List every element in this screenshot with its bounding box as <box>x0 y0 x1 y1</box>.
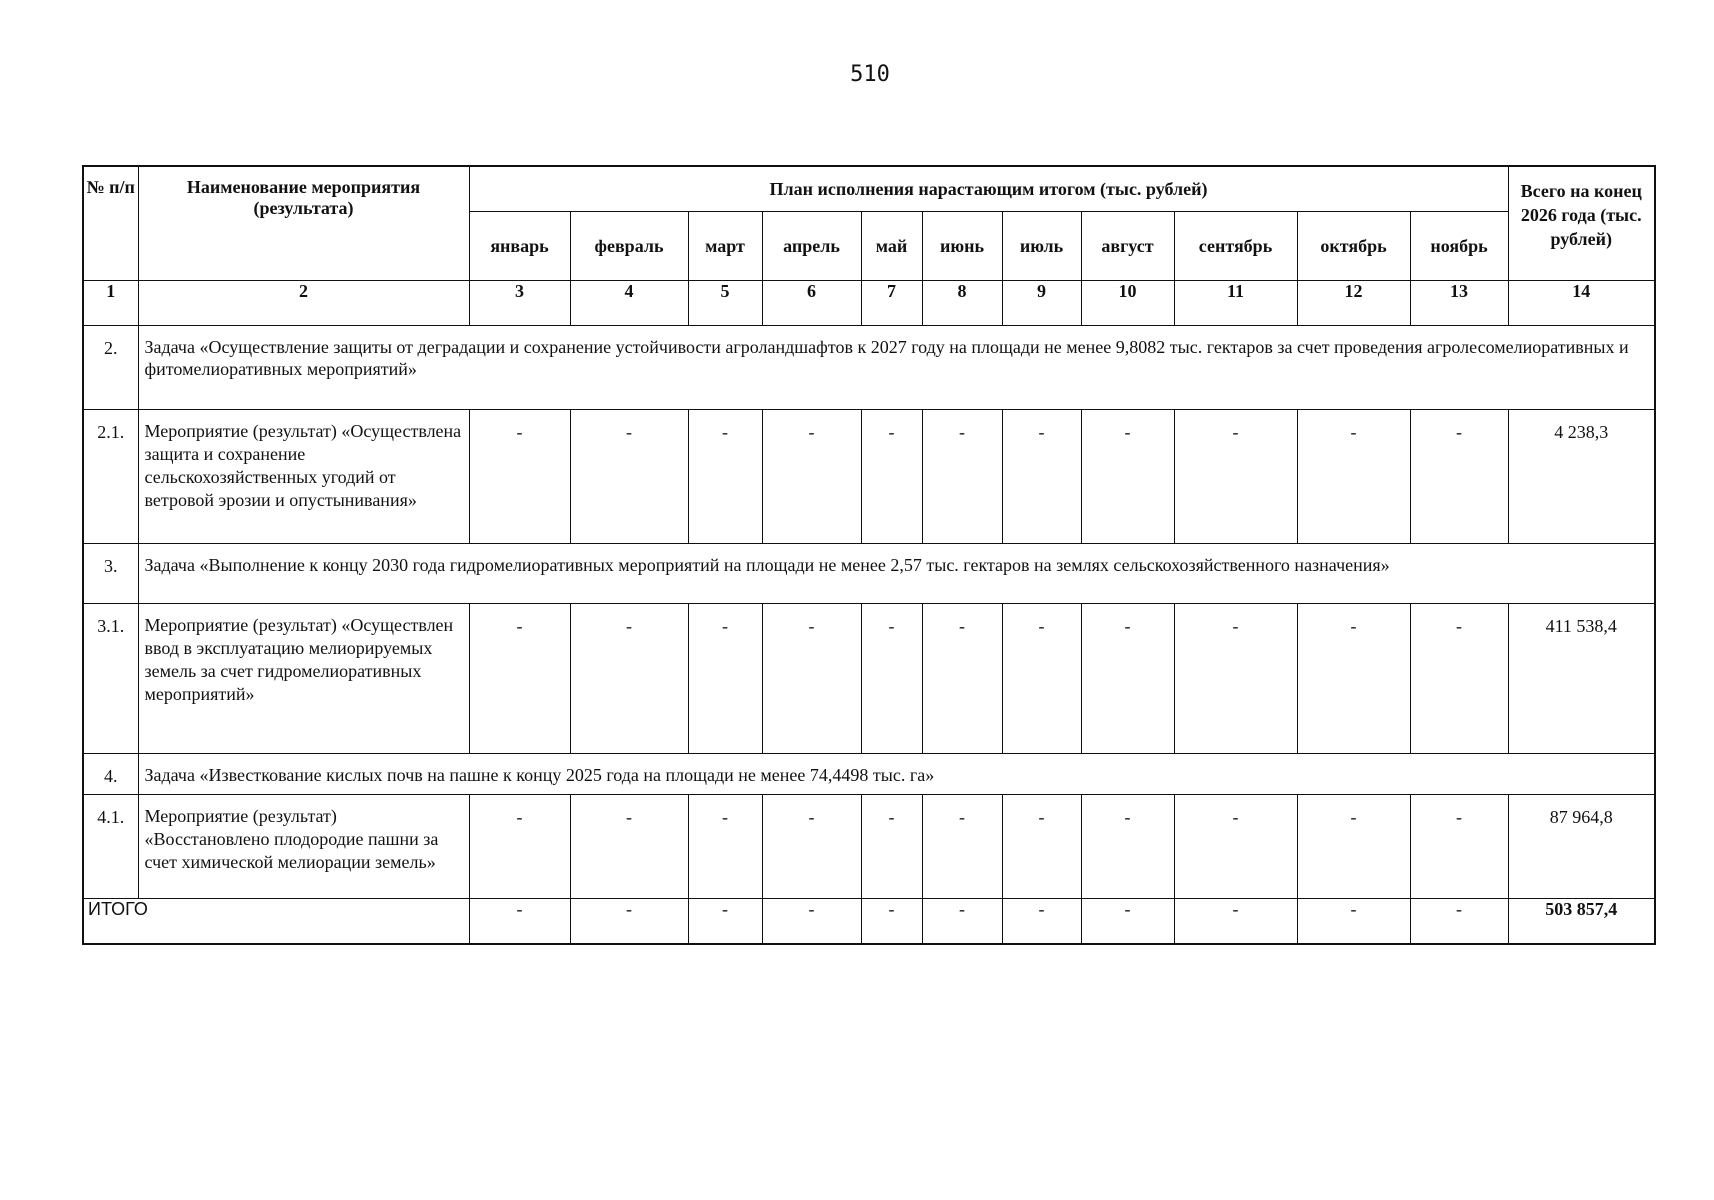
itogo-month-value: - <box>1002 899 1081 945</box>
page-number: 510 <box>850 62 890 87</box>
plan-header: План исполнения нарастающим итогом (тыс. рублей) <box>469 166 1508 212</box>
month-value: - <box>1002 795 1081 899</box>
row-number: 4. <box>83 754 138 795</box>
month-value: - <box>1081 604 1174 754</box>
row-total: 4 238,3 <box>1508 410 1655 544</box>
column-number-12: 12 <box>1297 281 1410 326</box>
itogo-month-value: - <box>570 899 688 945</box>
month-value: - <box>570 795 688 899</box>
itogo-month-value: - <box>688 899 762 945</box>
column-number-10: 10 <box>1081 281 1174 326</box>
activity-text: Мероприятие (результат) «Осуществлен ввод в эксплуатацию мелиорируемых земель за счет гидромелиоративных мероприятий» <box>138 604 469 754</box>
itogo-month-value: - <box>762 899 861 945</box>
month-value: - <box>1002 604 1081 754</box>
column-number-row <box>83 281 1655 326</box>
itogo-total: 503 857,4 <box>1508 899 1655 945</box>
month-value: - <box>922 604 1002 754</box>
month-value: - <box>1002 410 1081 544</box>
activity-text: Мероприятие (результат) «Восстановлено плодородие пашни за счет химической мелиорации земель» <box>138 795 469 899</box>
month-value: - <box>1174 604 1297 754</box>
itogo-month-value: - <box>1081 899 1174 945</box>
itogo-month-value: - <box>1410 899 1508 945</box>
activity-row <box>83 795 1655 899</box>
month-value: - <box>922 410 1002 544</box>
column-number-8: 8 <box>922 281 1002 326</box>
column-number-6: 6 <box>762 281 861 326</box>
row-number: 2. <box>83 326 138 410</box>
month-value: - <box>1297 795 1410 899</box>
month-value: - <box>1410 795 1508 899</box>
month-value: - <box>1410 410 1508 544</box>
total-header: Всего на конец 2026 года (тыс. рублей) <box>1508 166 1655 281</box>
month-value: - <box>1174 795 1297 899</box>
month-header-1: январь <box>469 212 570 281</box>
month-value: - <box>688 410 762 544</box>
month-header-6: июнь <box>922 212 1002 281</box>
month-value: - <box>1297 410 1410 544</box>
itogo-month-value: - <box>469 899 570 945</box>
name-header: Наименование мероприятия (результата) <box>138 166 469 281</box>
column-number-14: 14 <box>1508 281 1655 326</box>
itogo-row <box>83 899 1655 945</box>
column-number-13: 13 <box>1410 281 1508 326</box>
itogo-month-value: - <box>1174 899 1297 945</box>
task-row <box>83 544 1655 604</box>
month-header-8: август <box>1081 212 1174 281</box>
itogo-month-value: - <box>922 899 1002 945</box>
plan-table <box>82 165 1656 945</box>
month-header-9: сентябрь <box>1174 212 1297 281</box>
row-total: 411 538,4 <box>1508 604 1655 754</box>
column-number-2: 2 <box>138 281 469 326</box>
month-value: - <box>861 410 922 544</box>
itogo-label: ИТОГО <box>83 899 469 945</box>
month-header-4: апрель <box>762 212 861 281</box>
month-header-11: ноябрь <box>1410 212 1508 281</box>
month-value: - <box>1410 604 1508 754</box>
month-value: - <box>1081 795 1174 899</box>
month-value: - <box>570 410 688 544</box>
column-number-9: 9 <box>1002 281 1081 326</box>
column-number-7: 7 <box>861 281 922 326</box>
month-value: - <box>688 795 762 899</box>
month-value: - <box>922 795 1002 899</box>
row-number: 3.1. <box>83 604 138 754</box>
column-number-11: 11 <box>1174 281 1297 326</box>
month-value: - <box>469 795 570 899</box>
row-total: 87 964,8 <box>1508 795 1655 899</box>
month-value: - <box>762 410 861 544</box>
month-value: - <box>861 604 922 754</box>
column-number-3: 3 <box>469 281 570 326</box>
month-value: - <box>570 604 688 754</box>
month-value: - <box>688 604 762 754</box>
column-number-1: 1 <box>83 281 138 326</box>
column-number-4: 4 <box>570 281 688 326</box>
month-value: - <box>762 604 861 754</box>
month-header-10: октябрь <box>1297 212 1410 281</box>
task-text: Задача «Выполнение к концу 2030 года гидромелиоративных мероприятий на площади не менее 2,57 тыс. гектаров на землях сельскохозяйственного назначения» <box>138 544 1655 604</box>
month-header-5: май <box>861 212 922 281</box>
activity-row <box>83 604 1655 754</box>
month-value: - <box>469 410 570 544</box>
task-row <box>83 326 1655 410</box>
num-header: № п/п <box>83 166 138 281</box>
task-text: Задача «Известкование кислых почв на пашне к концу 2025 года на площади не менее 74,4498 тыс. га» <box>138 754 1655 795</box>
itogo-month-value: - <box>1297 899 1410 945</box>
column-number-5: 5 <box>688 281 762 326</box>
month-header-2: февраль <box>570 212 688 281</box>
activity-row <box>83 410 1655 544</box>
month-value: - <box>1174 410 1297 544</box>
month-value: - <box>469 604 570 754</box>
month-header-3: март <box>688 212 762 281</box>
task-row <box>83 754 1655 795</box>
month-header-7: июль <box>1002 212 1081 281</box>
row-number: 4.1. <box>83 795 138 899</box>
row-number: 3. <box>83 544 138 604</box>
month-value: - <box>1081 410 1174 544</box>
month-value: - <box>861 795 922 899</box>
task-text: Задача «Осуществление защиты от деградации и сохранение устойчивости агроландшафтов к 2027 году на площади не менее 9,8082 тыс. гектаров за счет проведения агролесомелиоративных и фитомелиоративных мероприятий» <box>138 326 1655 410</box>
month-value: - <box>1297 604 1410 754</box>
activity-text: Мероприятие (результат) «Осуществлена защита и сохранение сельскохозяйственных угодий от ветровой эрозии и опустынивания» <box>138 410 469 544</box>
month-value: - <box>762 795 861 899</box>
row-number: 2.1. <box>83 410 138 544</box>
itogo-month-value: - <box>861 899 922 945</box>
